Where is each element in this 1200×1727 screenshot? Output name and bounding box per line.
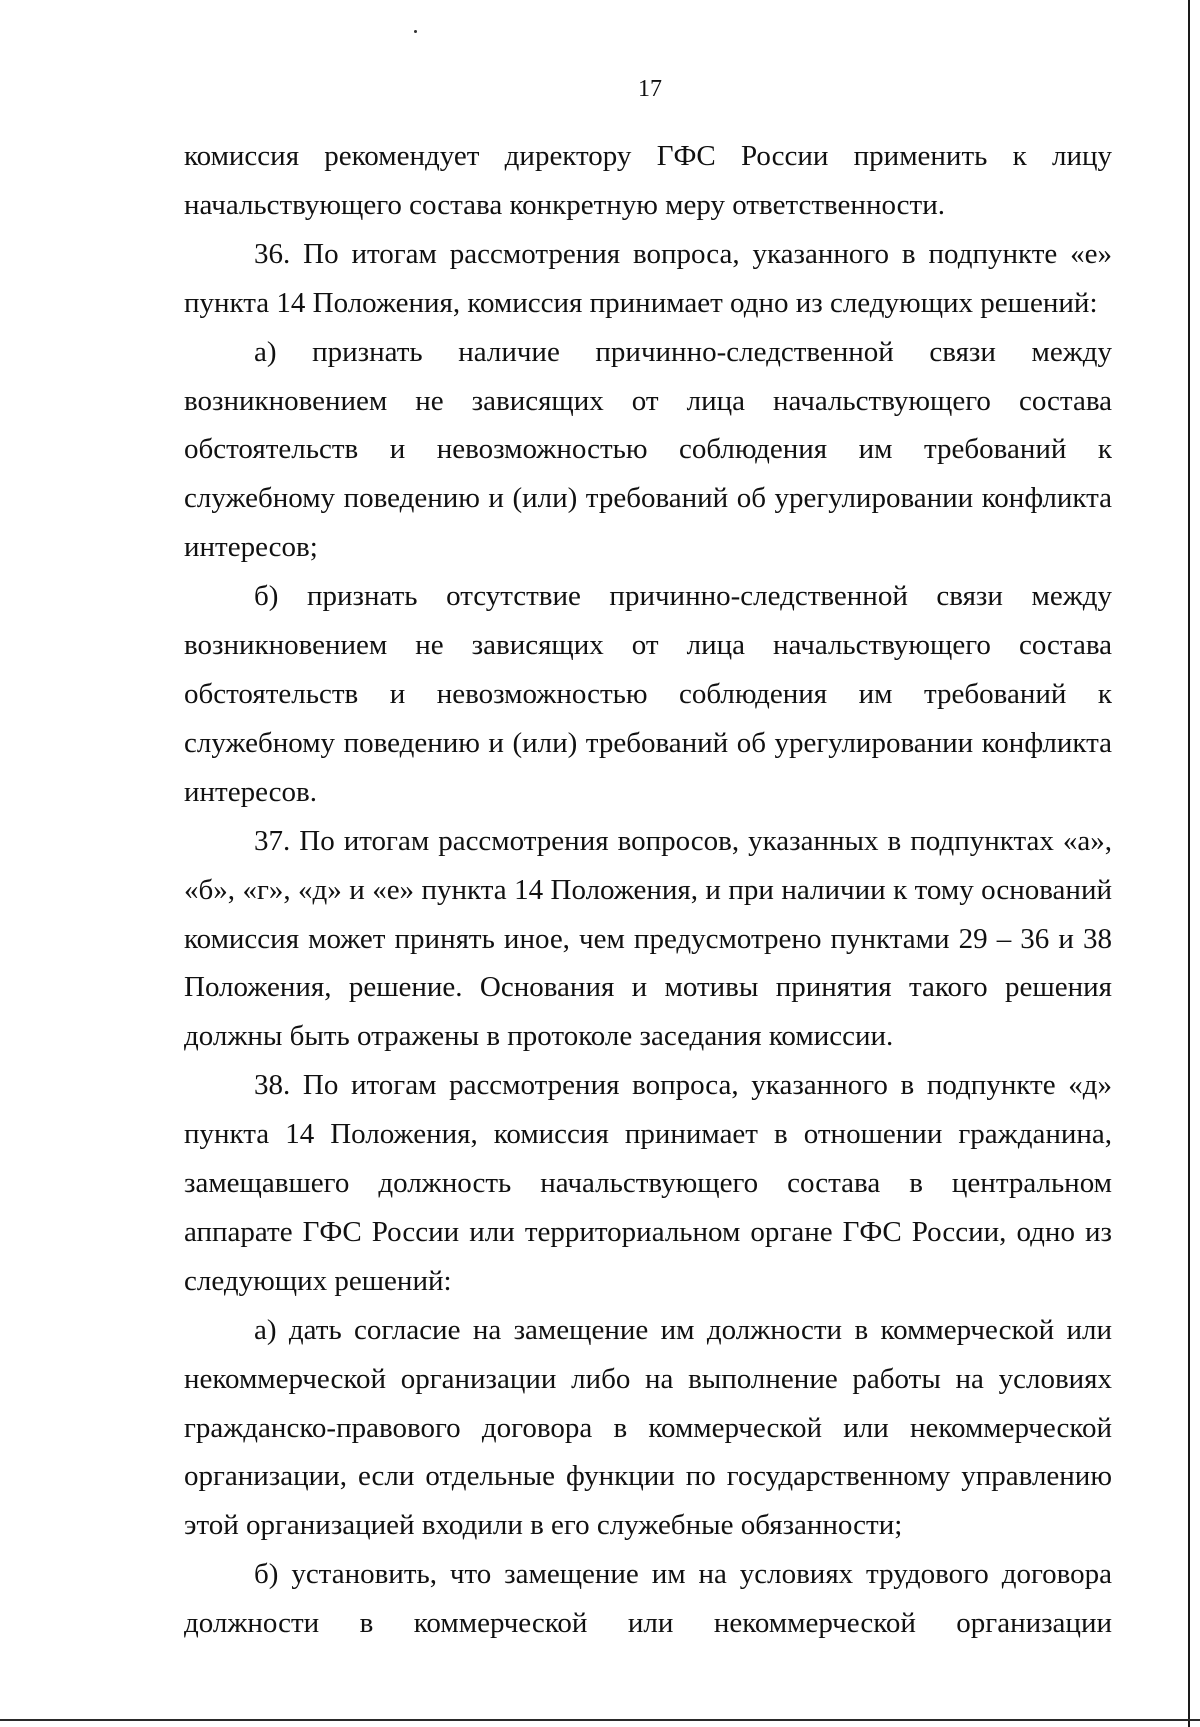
document-body bbox=[184, 132, 1112, 1648]
paragraph-item-38-b: б) установить, что замещение им на условиях трудового договора должности в коммерческой или некоммерческой организации bbox=[184, 1558, 1112, 1640]
paragraph-item-38-a: а) дать согласие на замещение им должности в коммерческой или некоммерческой организации либо на выполнение работы на условиях гражданско-правового договора в коммерческой или некоммерческой организации, если отдельные функции по государственному управлению этой организацией входили в его служебные обязанности; bbox=[184, 1313, 1112, 1542]
paragraph-item-36: 36. По итогам рассмотрения вопроса, указанного в подпункте «е» пункта 14 Положения, комиссия принимает одно из следующих решений: bbox=[184, 237, 1112, 319]
scan-edge-bottom bbox=[0, 1719, 1200, 1721]
scan-speck bbox=[414, 30, 417, 33]
paragraph-item-37: 37. По итогам рассмотрения вопросов, указанных в подпунктах «а», «б», «г», «д» и «е» пункта 14 Положения, и при наличии к тому оснований комиссия может принять иное, чем предусмотрено пунктами 29 – 36 и 38 Положения, решение. Основания и мотивы принятия такого решения должны быть отражены в протоколе заседания комиссии. bbox=[184, 824, 1112, 1053]
paragraph-item-36-b: б) признать отсутствие причинно-следственной связи между возникновением не зависящих от лица начальствующего состава обстоятельств и невозможностью соблюдения им требований к служебному поведению и (или) требований об урегулировании конфликта интересов. bbox=[184, 580, 1112, 808]
paragraph-item-38: 38. По итогам рассмотрения вопроса, указанного в подпункте «д» пункта 14 Положения, комиссия принимает в отношении гражданина, замещавшего должность начальствующего состава в центральном аппарате ГФС России или территориальном органе ГФС России, одно из следующих решений: bbox=[184, 1069, 1112, 1297]
page-number: 17 bbox=[638, 76, 662, 102]
scan-edge-right bbox=[1188, 0, 1190, 1727]
paragraph-item-36-a: а) признать наличие причинно-следственной связи между возникновением не зависящих от лица начальствующего состава обстоятельств и невозможностью соблюдения им требований к служебному поведению и (или) требований об урегулировании конфликта интересов; bbox=[184, 335, 1112, 564]
paragraph-continuation: комиссия рекомендует директору ГФС России применить к лицу начальствующего состава конкретную меру ответственности. bbox=[184, 140, 1112, 221]
